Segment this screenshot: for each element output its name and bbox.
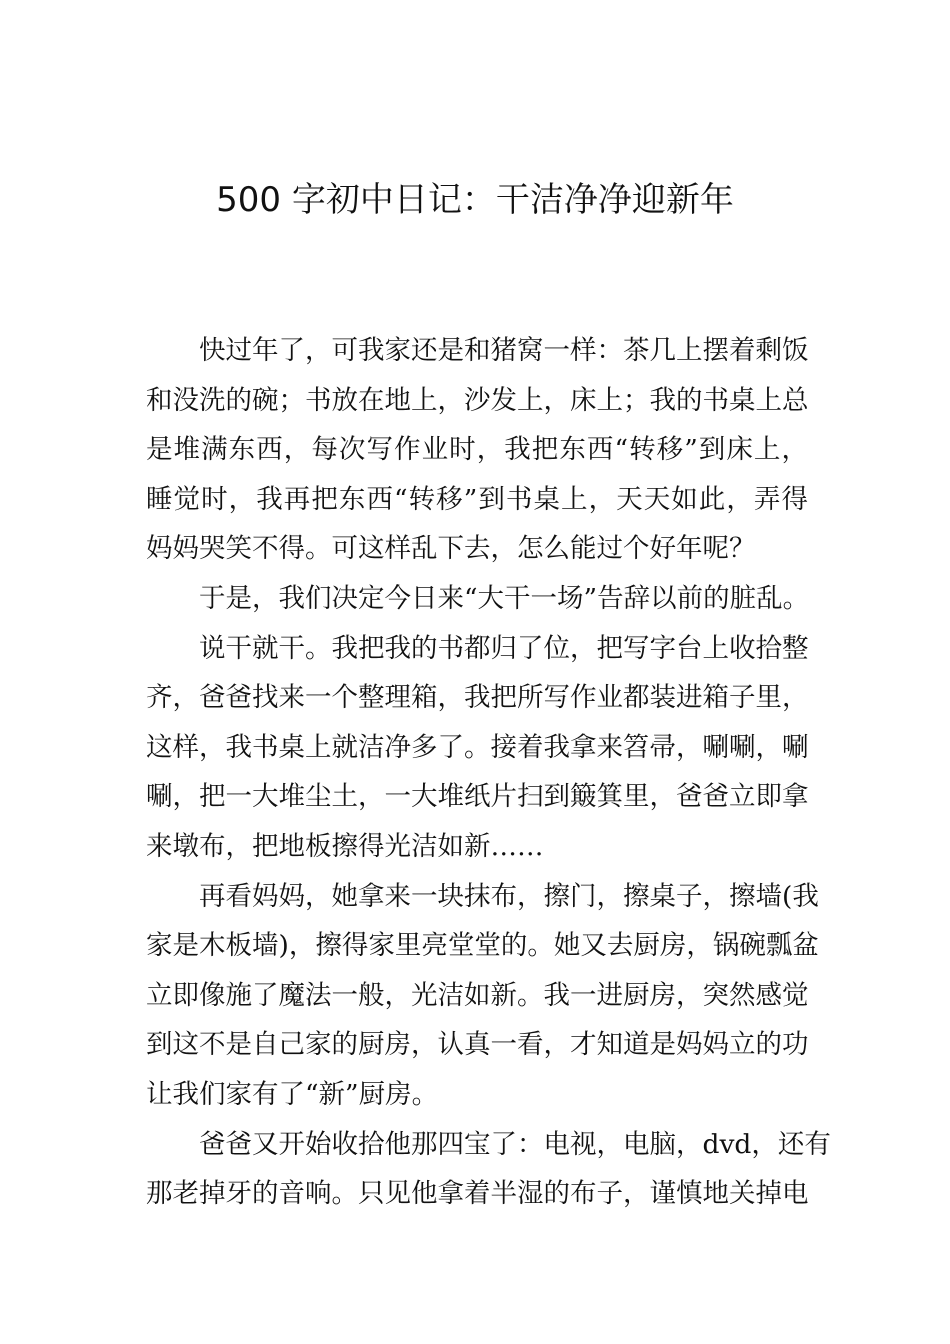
text-line: 和没洗的碗；书放在地上，沙发上，床上；我的书桌上总: [146, 384, 809, 416]
text-line: 齐，爸爸找来一个整理箱，我把所写作业都装进箱子里，: [146, 682, 809, 714]
text-line: 睡觉时，我再把东西“转移”到书桌上，天天如此，弄得: [146, 483, 808, 515]
text-line: 这样，我书桌上就洁净多了。接着我拿来笤帚，唰唰，唰: [146, 731, 809, 763]
text-line: 让我们家有了“新”厨房。: [146, 1078, 439, 1110]
document-title: 500 字初中日记：干洁净净迎新年: [216, 180, 734, 220]
text-line: 说干就干。我把我的书都归了位，把写字台上收拾整: [199, 632, 809, 664]
text-line: 到这不是自己家的厨房，认真一看，才知道是妈妈立的功: [146, 1029, 809, 1061]
text-line: 爸爸又开始收拾他那四宝了：电视，电脑，dvd，还有: [199, 1128, 831, 1160]
text-line: 于是，我们决定今日来“大干一场”告辞以前的脏乱。: [199, 582, 810, 614]
text-line: 快过年了，可我家还是和猪窝一样：茶几上摆着剩饭: [199, 335, 809, 366]
text-line: 立即像施了魔法一般，光洁如新。我一进厨房，突然感觉: [146, 979, 809, 1011]
text-line: 那老掉牙的音响。只见他拿着半湿的布子，谨慎地关掉电: [146, 1178, 809, 1210]
text-line: 妈妈哭笑不得。可这样乱下去，怎么能过个好年呢？: [146, 533, 756, 565]
text-line: 家是木板墙)，擦得家里亮堂堂的。她又去厨房，锅碗瓢盆: [146, 930, 819, 962]
document-body: [146, 326, 831, 1219]
text-line: 来墩布，把地板擦得光洁如新……: [146, 830, 544, 862]
text-line: 是堆满东西，每次写作业时，我把东西“转移”到床上，: [146, 434, 808, 466]
text-line: 再看妈妈，她拿来一块抹布，擦门，擦桌子，擦墙(我: [199, 880, 819, 912]
text-line: 唰，把一大堆尘土，一大堆纸片扫到簸箕里，爸爸立即拿: [146, 781, 809, 813]
